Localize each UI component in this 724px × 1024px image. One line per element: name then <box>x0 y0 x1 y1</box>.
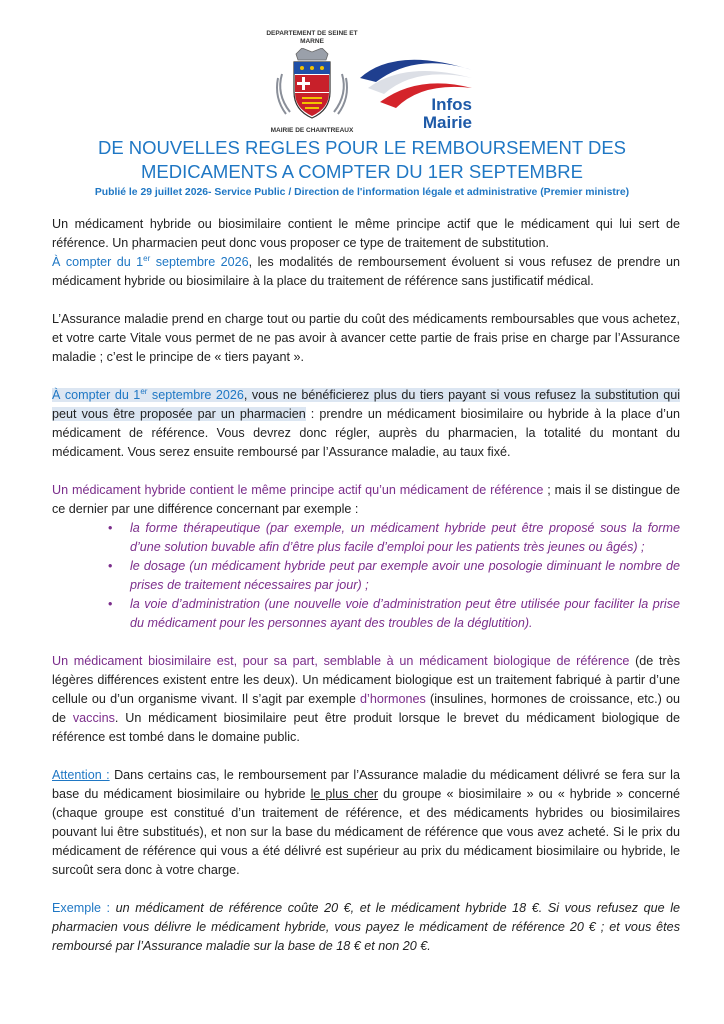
example-label: Exemple : <box>52 901 111 915</box>
hybride-definition: Un médicament hybride contient le même principe actif qu’un médicament de référence <box>52 483 544 497</box>
attention-label: Attention : <box>52 768 110 782</box>
article-body <box>52 215 680 956</box>
biosimilaire-definition: Un médicament biosimilaire est, pour sa part, semblable à un médicament biologique de référence <box>52 654 630 668</box>
infos-mairie-logo <box>356 48 476 138</box>
crest-department-label: DEPARTEMENT DE SEINE ET MARNE <box>266 30 358 45</box>
paragraph-attention: Attention : Dans certains cas, le remboursement par l’Assurance maladie du médicament délivré se fera sur la base du médicament biosimilaire ou hybride le plus cher du groupe « biosimilaire » ou « hybride » concerné (chaque groupe est constitué d’un traitement de référence, et des médicaments hybrides ou biosimilaires pouvant lui être substitués), et non sur la base du médicament de référence que vous avez acheté. Si le prix du médicament de référence qui vous a été délivré est supérieur au prix du médicament biosimilaire ou hybride, le surcoût sera donc à votre charge. <box>52 768 681 877</box>
municipal-crest <box>260 28 364 140</box>
title-line-2: MEDICAMENTS A COMPTER DU 1ER SEPTEMBRE <box>140 161 583 182</box>
hormones-link[interactable]: d’hormones <box>360 692 426 706</box>
list-item: • le dosage (un médicament hybride peut par exemple avoir une posologie diminuant le nombre de prises de traitement nécessaires par jour) ; <box>108 559 680 592</box>
paragraph-tiers-payant: L’Assurance maladie prend en charge tout ou partie du coût des médicaments remboursables que vous achetez, et votre carte Vitale vous permet de ne pas avoir à avancer cette partie de frais prise en charge par l’Assurance maladie ; c’est le principe de « tiers payant ». <box>52 312 680 364</box>
vaccins-link[interactable]: vaccins <box>72 711 115 725</box>
hybride-differences-list <box>52 519 680 633</box>
paragraph-biosimilaire: Un médicament biosimilaire est, pour sa part, semblable à un médicament biologique de référence (de très légères différences existent entre les deux). Un médicament biologique est un traitement fabriqué à partir d’une cellule ou d’un organisme vivant. Il s’agit par exemple d’hormones (insulines, hormones de croissance, etc.) ou de vaccins. Un médicament biosimilaire peut être produit lorsque le brevet du médicament biologique de référence est tombé dans le domaine public. <box>52 654 681 744</box>
highlighted-rule: vous ne bénéficierez plus du tiers payant si vous refusez la substitution qui peut vous être proposée par un pharmacien <box>52 388 681 421</box>
crest-mairie-label: MAIRIE DE CHAINTREAUX <box>270 127 354 134</box>
date-lead: À compter du 1er septembre 2026 <box>52 253 249 269</box>
paragraph-example: Exemple : un médicament de référence coûte 20 €, et le médicament hybride 18 €. Si vous refusez que le pharmacien vous délivre le médicament hybride, vous payez le médicament de référence 20 € ; et vous êtes remboursé par l’Assurance maladie sur la base de 18 € et non 20 €. <box>52 901 680 953</box>
paragraph-date-rule: À compter du 1er septembre 2026, les modalités de remboursement évoluent si vous refusez de prendre un médicament hybride ou biosimilaire à la place du traitement de référence sans justificatif médical. <box>52 253 680 288</box>
title-line-1: DE NOUVELLES REGLES POUR LE REMBOURSEMENT DES <box>97 137 627 158</box>
coat-of-arms-icon <box>272 48 352 124</box>
list-item: • la voie d’administration (une nouvelle voie d’administration peut être utilisée pour faciliter la prise du médicament pour les personnes ayant des troubles de la déglutition). <box>108 597 680 630</box>
paragraph-intro: Un médicament hybride ou biosimilaire contient le même principe actif que le médicament qui lui sert de référence. Un pharmacien peut donc vous proposer ce type de traitement de substitution. <box>52 217 680 250</box>
publication-info: Publié le 29 juillet 2026- Service Public / Direction de l'information légale et administrative (Premier ministre) <box>94 187 630 198</box>
mairie-word: Mairie <box>422 113 472 132</box>
page-title <box>40 136 684 184</box>
list-item: • la forme thérapeutique (par exemple, un médicament hybride peut être proposé sous la forme d’une solution buvable afin d’être plus facile d’emploi pour les patients très jeunes ou âgés) ; <box>108 521 680 554</box>
infos-word: Infos <box>431 95 472 114</box>
date-lead-2: À compter du 1er septembre 2026 <box>52 386 244 402</box>
paragraph-hybride: Un médicament hybride contient le même principe actif qu’un médicament de référence ; mais il se distingue de ce dernier par une différence concernant par exemple : <box>52 483 680 516</box>
header-logos <box>0 20 724 134</box>
paragraph-substitution: À compter du 1er septembre 2026, vous ne bénéficierez plus du tiers payant si vous refusez la substitution qui peut vous être proposée par un pharmacien : prendre un médicament biosimilaire ou hybride à la place d’un médicament de référence. Vous devrez donc régler, auprès du pharmacien, la totalité du montant du médicament. Vous serez ensuite remboursé par l’Assurance maladie, au taux fixé. <box>52 386 681 459</box>
most-expensive-emphasis: le plus cher <box>310 787 379 801</box>
